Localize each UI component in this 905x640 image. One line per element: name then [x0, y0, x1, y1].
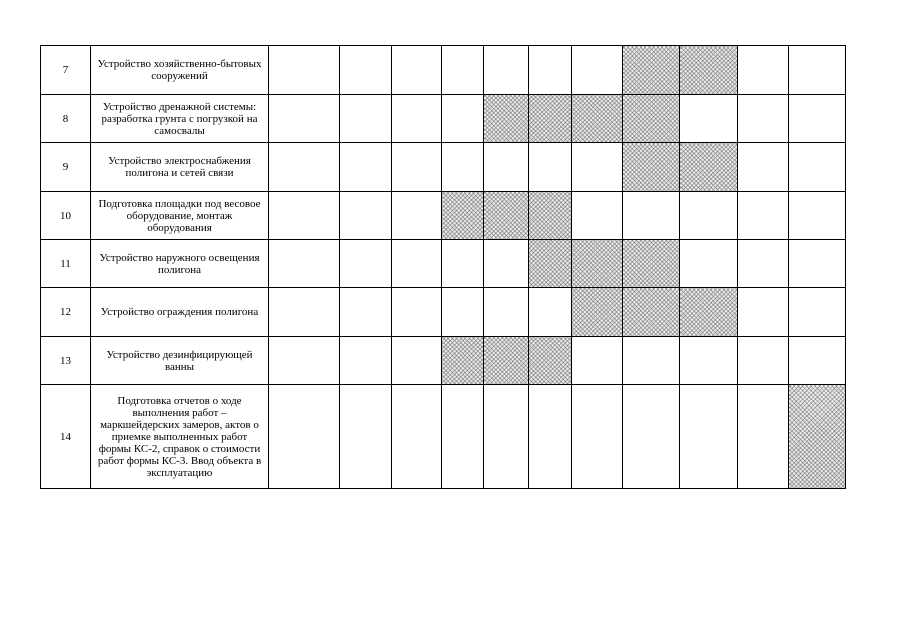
- timeline-cell: [680, 192, 738, 240]
- timeline-cell: [738, 337, 789, 385]
- timeline-cell-shaded: [529, 337, 572, 385]
- timeline-cell: [392, 46, 442, 95]
- timeline-cell: [789, 95, 846, 143]
- timeline-cell: [442, 95, 484, 143]
- timeline-cell: [340, 46, 392, 95]
- table-row: [41, 192, 846, 240]
- timeline-cell: [572, 337, 623, 385]
- work-name: Подготовка площадки под весовое оборудование, монтаж оборудования: [91, 192, 269, 240]
- timeline-cell: [572, 192, 623, 240]
- timeline-cell: [789, 46, 846, 95]
- timeline-cell-shaded: [572, 288, 623, 337]
- row-number: 11: [41, 240, 91, 288]
- timeline-cell: [484, 240, 529, 288]
- timeline-cell: [529, 288, 572, 337]
- timeline-cell: [442, 288, 484, 337]
- timeline-cell: [392, 337, 442, 385]
- timeline-cell: [269, 46, 340, 95]
- timeline-cell: [269, 143, 340, 192]
- timeline-cell-shaded: [623, 95, 680, 143]
- timeline-cell: [392, 385, 442, 489]
- row-number: 12: [41, 288, 91, 337]
- row-number: 13: [41, 337, 91, 385]
- timeline-cell-shaded: [572, 240, 623, 288]
- timeline-cell: [392, 95, 442, 143]
- timeline-cell-shaded: [442, 192, 484, 240]
- timeline-cell-shaded: [789, 385, 846, 489]
- timeline-cell: [789, 143, 846, 192]
- timeline-cell: [738, 240, 789, 288]
- timeline-cell-shaded: [529, 192, 572, 240]
- timeline-cell: [392, 240, 442, 288]
- timeline-cell: [680, 337, 738, 385]
- work-name: Устройство хозяйственно-бытовых сооружений: [91, 46, 269, 95]
- timeline-cell: [484, 385, 529, 489]
- timeline-cell: [269, 240, 340, 288]
- timeline-cell: [789, 337, 846, 385]
- timeline-cell-shaded: [529, 240, 572, 288]
- timeline-cell: [442, 385, 484, 489]
- work-name: Устройство наружного освещения полигона: [91, 240, 269, 288]
- table-row: [41, 46, 846, 95]
- timeline-cell: [484, 143, 529, 192]
- row-number: 14: [41, 385, 91, 489]
- timeline-cell: [340, 240, 392, 288]
- timeline-cell-shaded: [680, 143, 738, 192]
- timeline-cell: [392, 192, 442, 240]
- timeline-cell: [623, 385, 680, 489]
- timeline-cell: [680, 240, 738, 288]
- timeline-cell: [529, 46, 572, 95]
- timeline-cell: [269, 385, 340, 489]
- timeline-cell: [572, 385, 623, 489]
- timeline-cell: [680, 95, 738, 143]
- timeline-cell: [623, 192, 680, 240]
- timeline-cell-shaded: [572, 95, 623, 143]
- timeline-cell-shaded: [484, 95, 529, 143]
- timeline-cell: [269, 337, 340, 385]
- row-number: 10: [41, 192, 91, 240]
- timeline-cell: [738, 143, 789, 192]
- work-name: Устройство дренажной системы: разработка грунта с погрузкой на самосвалы: [91, 95, 269, 143]
- work-name: Устройство электроснабжения полигона и сетей связи: [91, 143, 269, 192]
- timeline-cell: [392, 143, 442, 192]
- row-number: 7: [41, 46, 91, 95]
- timeline-cell: [738, 288, 789, 337]
- timeline-cell: [340, 288, 392, 337]
- table-row: [41, 95, 846, 143]
- timeline-cell: [269, 288, 340, 337]
- timeline-cell: [789, 240, 846, 288]
- timeline-cell: [738, 192, 789, 240]
- timeline-cell: [738, 46, 789, 95]
- timeline-cell: [484, 288, 529, 337]
- timeline-cell: [572, 143, 623, 192]
- timeline-cell: [529, 143, 572, 192]
- timeline-cell: [738, 385, 789, 489]
- schedule-table: [40, 45, 846, 489]
- table-row: [41, 288, 846, 337]
- row-number: 9: [41, 143, 91, 192]
- timeline-cell-shaded: [623, 288, 680, 337]
- timeline-cell-shaded: [680, 46, 738, 95]
- timeline-cell: [340, 385, 392, 489]
- timeline-cell: [572, 46, 623, 95]
- timeline-cell-shaded: [623, 240, 680, 288]
- work-name: Устройство ограждения полигона: [91, 288, 269, 337]
- table-row: [41, 240, 846, 288]
- timeline-cell: [484, 46, 529, 95]
- timeline-cell: [789, 192, 846, 240]
- timeline-cell-shaded: [484, 337, 529, 385]
- timeline-cell: [269, 192, 340, 240]
- timeline-cell: [442, 46, 484, 95]
- work-name: Подготовка отчетов о ходе выполнения работ – маркшейдерских замеров, актов о приемке выполненных работ формы КС-2, справок о стоимости работ формы КС-3. Ввод объекта в эксплуатацию: [91, 385, 269, 489]
- timeline-cell: [340, 337, 392, 385]
- timeline-cell-shaded: [623, 46, 680, 95]
- table-row: [41, 385, 846, 489]
- timeline-cell: [340, 143, 392, 192]
- timeline-cell: [392, 288, 442, 337]
- timeline-cell: [442, 240, 484, 288]
- timeline-cell: [340, 95, 392, 143]
- timeline-cell: [738, 95, 789, 143]
- timeline-cell-shaded: [529, 95, 572, 143]
- schedule-body: [41, 46, 846, 489]
- timeline-cell: [442, 143, 484, 192]
- timeline-cell-shaded: [442, 337, 484, 385]
- timeline-cell-shaded: [680, 288, 738, 337]
- timeline-cell-shaded: [623, 143, 680, 192]
- table-row: [41, 337, 846, 385]
- timeline-cell-shaded: [484, 192, 529, 240]
- timeline-cell: [623, 337, 680, 385]
- timeline-cell: [529, 385, 572, 489]
- table-row: [41, 143, 846, 192]
- timeline-cell: [789, 288, 846, 337]
- row-number: 8: [41, 95, 91, 143]
- work-name: Устройство дезинфицирующей ванны: [91, 337, 269, 385]
- timeline-cell: [340, 192, 392, 240]
- timeline-cell: [680, 385, 738, 489]
- timeline-cell: [269, 95, 340, 143]
